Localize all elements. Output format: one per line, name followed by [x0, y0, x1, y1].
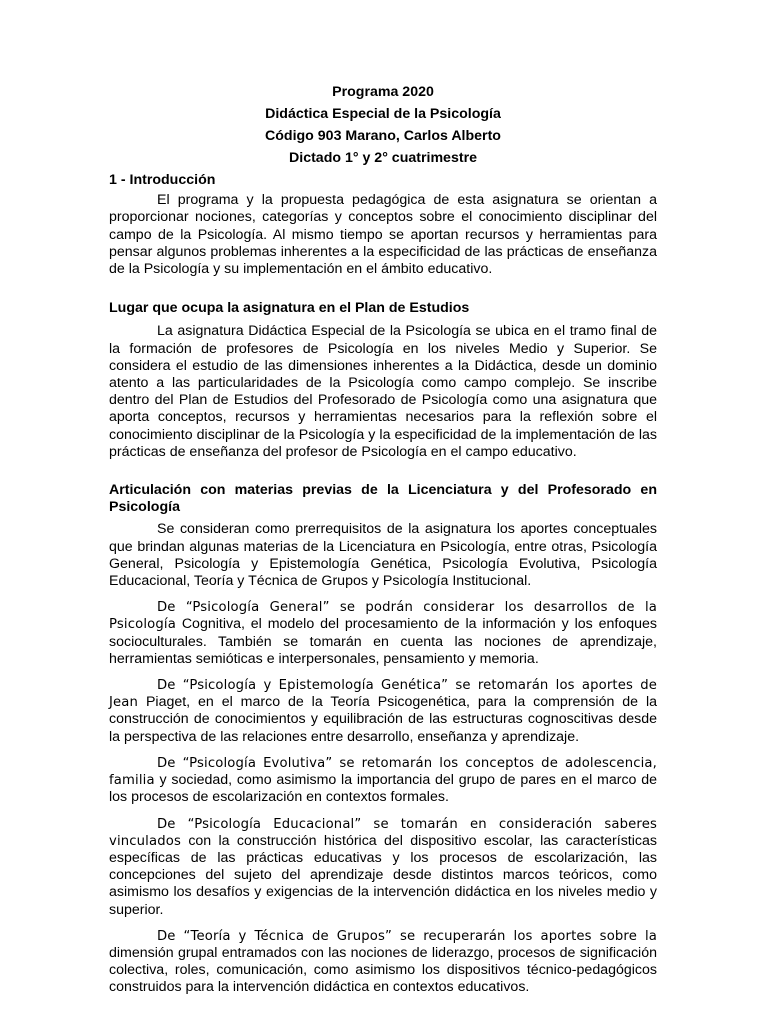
psicologia-general-text: Cognitiva, el modelo del procesamiento de la información y los enfoques socioculturales. También se tomarán en cuenta las nociones de aprendizaje, herramientas semióticas e interpersonales, pensamiento y memoria.	[109, 616, 657, 667]
schedule-title: Dictado 1° y 2° cuatrimestre	[289, 150, 477, 166]
intro-paragraph: El programa y la propuesta pedagógica de esta asignatura se orientan a proporcionar nociones, categorías y conceptos sobre el conocimiento disciplinar del campo de la Psicología. Al mismo tiempo se aportan recursos y herramientas para pensar algunos problemas inherentes a la especificidad de las prácticas de enseñanza de la Psicología y su implementación en el ámbito educativo.	[109, 192, 657, 278]
teoria-tecnica-grupos-lead: De “Teoría y Técnica de Grupos” se recuperarán los aportes sobre la	[157, 928, 657, 944]
program-year-title: Programa 2020	[332, 84, 434, 100]
psicologia-evolutiva-text: y sociedad, como asimismo la importancia del grupo de pares en el marco de los procesos de escolarización en contextos formales.	[109, 772, 657, 806]
course-code-title: Código 903 Marano, Carlos Alberto	[265, 128, 501, 144]
articulacion-paragraph-1: Se consideran como prerrequisitos de la asignatura los aportes conceptuales que brindan algunas materias de la Licenciatura en Psicología, entre otras, Psicología General, Psicología y Epistemología Genética, Psicología Evolutiva, Psicología Educacional, Teoría y Técnica de Grupos y Psicología Institucional.	[109, 521, 657, 590]
psicologia-evolutiva-lead: De “Psicología Evolutiva” se retomarán los conceptos de adolescencia, familia	[109, 755, 657, 789]
psicologia-general-lead: De “Psicología General” se podrán considerar los desarrollos de la Psicología	[109, 600, 657, 633]
articulacion-heading: Articulación con materias previas de la Licenciatura y del Profesorado en Psicología	[109, 482, 657, 516]
epistemologia-genetica-text: Piaget, en el marco de la Teoría Psicogenética, para la comprensión de la construcción de conocimientos y equilibración de las estructuras cognoscitivas desde la perspectiva de las relaciones entre desarrollo, enseñanza y aprendizaje.	[109, 694, 657, 745]
teoria-tecnica-grupos-paragraph	[109, 928, 657, 997]
intro-heading: 1 - Introducción	[109, 172, 216, 188]
lugar-paragraph: La asignatura Didáctica Especial de la Psicología se ubica en el tramo final de la formación de profesores de Psicología en los niveles Medio y Superior. Se considera el estudio de las dimensiones inherentes a la Didáctica, desde un dominio atento a las particularidades de la Psicología como campo complejo. Se inscribe dentro del Plan de Estudios del Profesorado de Psicología como una asignatura que aporta conceptos, recursos y herramientas necesarios para la reflexión sobre el conocimiento disciplinar de la Psicología y la especificidad de la implementación de las prácticas de enseñanza del profesor de Psicología en el campo educativo.	[109, 323, 657, 460]
teoria-tecnica-grupos-text: dimensión grupal entramados con las nociones de liderazgo, procesos de significación colectiva, roles, comunicación, como asimismo los dispositivos técnico-pedagógicos construidos para la intervención didáctica en contextos educativos.	[109, 944, 657, 996]
course-name-title: Didáctica Especial de la Psicología	[265, 106, 501, 122]
epistemologia-genetica-lead: De “Psicología y Epistemología Genética” se retomarán los aportes de Jean	[109, 678, 657, 711]
epistemologia-genetica-paragraph	[109, 677, 657, 746]
psicologia-educacional-paragraph	[109, 816, 657, 919]
lugar-heading: Lugar que ocupa la asignatura en el Plan de Estudios	[109, 300, 470, 317]
psicologia-evolutiva-paragraph	[109, 755, 657, 807]
psicologia-educacional-lead: De “Psicología Educacional” se tomarán en consideración saberes vinculados	[109, 816, 657, 849]
psicologia-educacional-text: con la construcción histórica del dispositivo escolar, las características específicas de las prácticas educativas y los procesos de escolarización, las concepciones del sujeto del aprendizaje desde distintos marcos teóricos, como asimismo los desafíos y exigencias de la intervención didáctica en los niveles medio y superior.	[109, 832, 657, 918]
psicologia-general-paragraph	[109, 599, 657, 668]
